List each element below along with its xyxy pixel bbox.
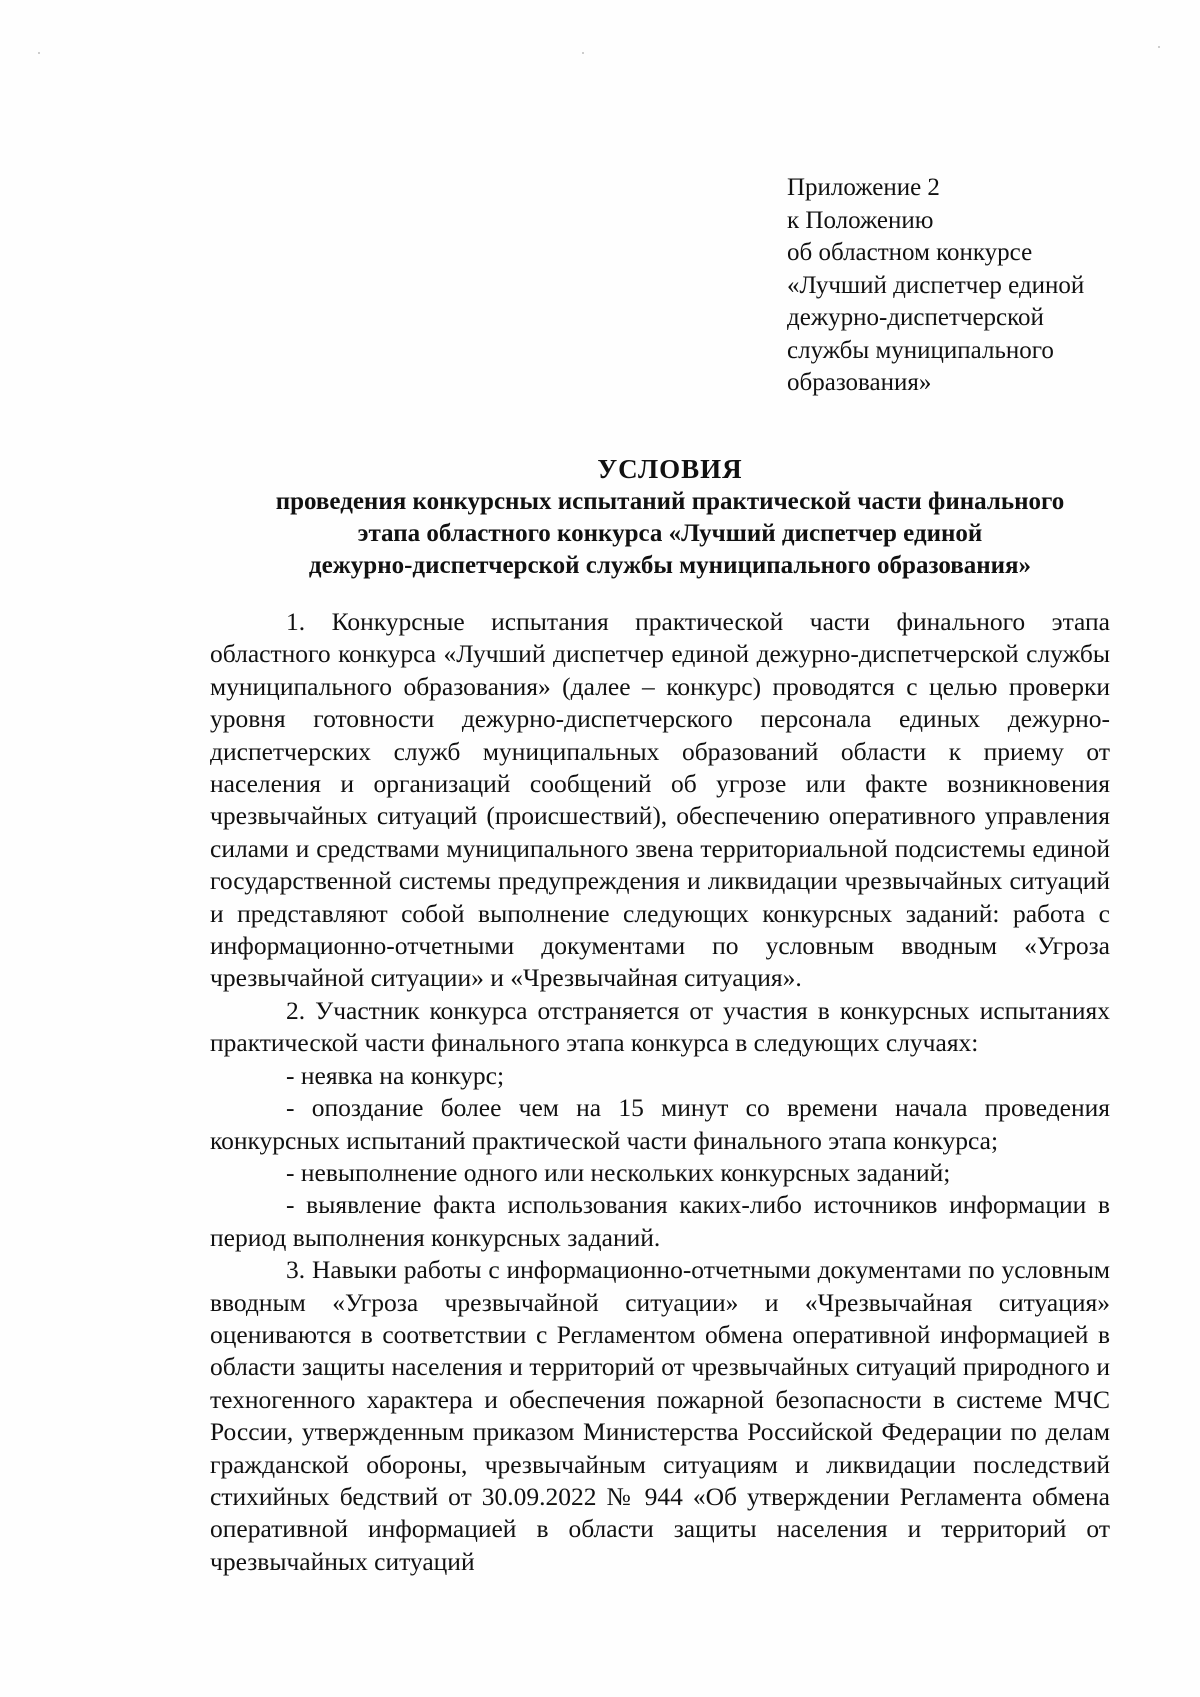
scan-speck: [1158, 46, 1160, 48]
appendix-line: Приложение 2: [787, 174, 940, 201]
appendix-line: службы муниципального: [787, 336, 1054, 364]
list-item: - выявление факта использования каких-либо источников информации в период выполнения конкурсных заданий.: [210, 1190, 1110, 1252]
appendix-line: «Лучший диспетчер единой: [787, 271, 1085, 299]
list-item: - невыполнение одного или нескольких конкурсных заданий;: [286, 1157, 951, 1187]
appendix-note: [787, 172, 1127, 400]
appendix-line: образования»: [787, 369, 932, 396]
appendix-line: об областном конкурсе: [787, 239, 1033, 266]
appendix-line: к Положению: [787, 206, 934, 234]
paragraph-1: 1. Конкурсные испытания практической части финального этапа областного конкурса «Лучший диспетчер единой дежурно-диспетчерской службы муниципального образования» (далее – конкурс) проводятся с целью проверки уровня готовности дежурно-диспетчерского персонала единых дежурно-диспетчерских служб муниципальных образований области к приему от населения и организаций сообщений об угрозе или факте возникновения чрезвычайных ситуаций (происшествий), обеспечению оперативного управления силами и средствами муниципального звена территориальной подсистемы единой государственной системы предупреждения и ликвидации чрезвычайных ситуаций и представляют собой выполнение следующих конкурсных заданий: работа с информационно-отчетными документами по условным вводным «Угроза чрезвычайной ситуации» и «Чрезвычайная ситуация».: [210, 607, 1110, 993]
document-title: [195, 452, 1145, 582]
paragraph-2: 2. Участник конкурса отстраняется от участия в конкурсных испытаниях практической части финального этапа конкурса в следующих случаях:: [210, 995, 1110, 1058]
list-item: - неявка на конкурс;: [286, 1060, 505, 1090]
scan-speck: [582, 52, 584, 54]
title-line: этапа областного конкурса «Лучший диспетчер единой: [357, 520, 983, 547]
title-main: УСЛОВИЯ: [597, 454, 743, 484]
scan-speck: [38, 52, 40, 54]
title-line: дежурно-диспетчерской службы муниципального образования»: [308, 552, 1032, 579]
list-item: - опоздание более чем на 15 минут со времени начала проведения конкурсных испытаний практической части финального этапа конкурса;: [210, 1093, 1110, 1155]
document-body: [210, 606, 1110, 1578]
appendix-line: дежурно-диспетчерской: [787, 304, 1044, 331]
title-line: проведения конкурсных испытаний практической части финального: [275, 488, 1065, 515]
paragraph-3: 3. Навыки работы с информационно-отчетными документами по условным вводным «Угроза чрезвычайной ситуации» и «Чрезвычайная ситуация» оцениваются в соответствии с Регламентом обмена оперативной информацией в области защиты населения и территорий от чрезвычайных ситуаций природного и техногенного характера и обеспечения пожарной безопасности в системе МЧС России, утвержденным приказом Министерства Российской Федерации по делам гражданской обороны, чрезвычайным ситуациям и ликвидации последствий стихийных бедствий от 30.09.2022 № 944 «Об утверждении Регламента обмена оперативной информацией в области защиты населения и территорий от чрезвычайных ситуаций: [210, 1255, 1110, 1576]
